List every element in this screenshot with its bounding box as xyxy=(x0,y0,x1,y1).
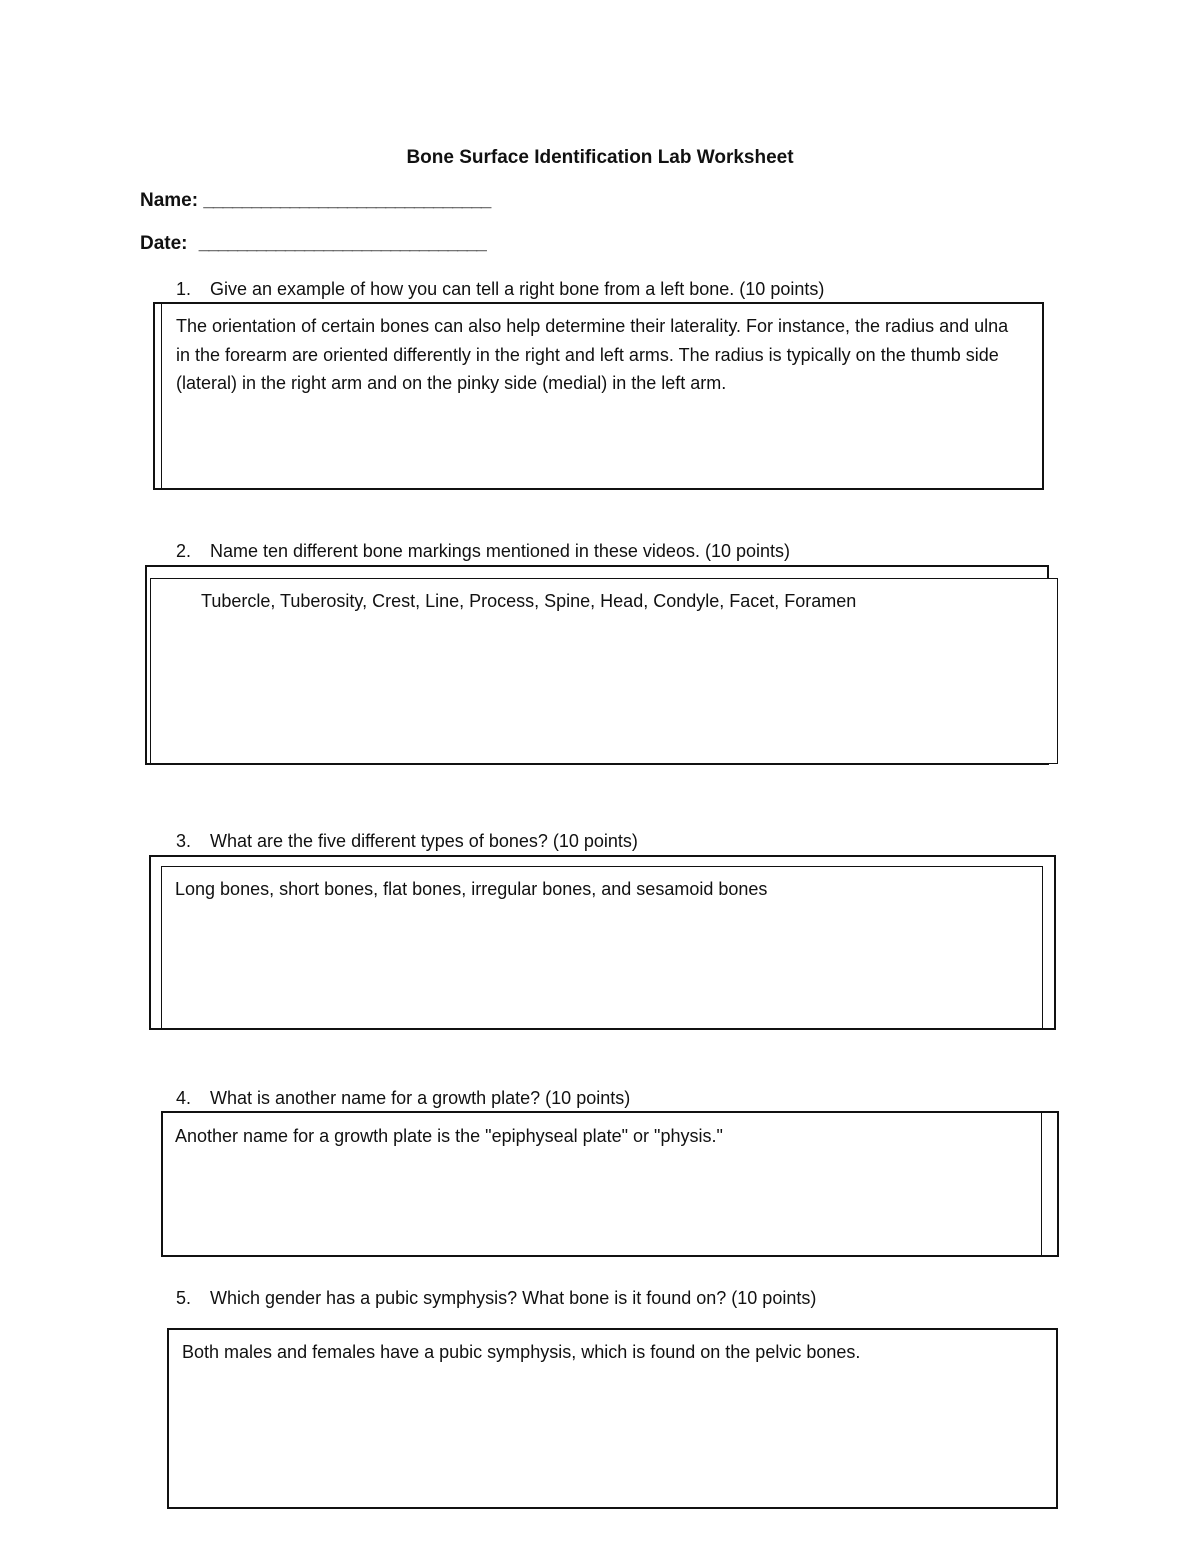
worksheet-title: Bone Surface Identification Lab Worksheet xyxy=(406,147,794,168)
question-1-number: 1. xyxy=(176,279,192,299)
question-5 xyxy=(176,1288,816,1309)
name-line: ______________________________ xyxy=(203,190,491,211)
answer-3-text: Long bones, short bones, flat bones, irregular bones, and sesamoid bones xyxy=(175,879,768,899)
answer-4-text: Another name for a growth plate is the "epiphyseal plate" or "physis." xyxy=(175,1126,723,1146)
answer-box-1-inner-edge xyxy=(161,304,162,488)
question-1 xyxy=(176,279,824,300)
name-field xyxy=(140,190,490,212)
question-2 xyxy=(176,541,790,562)
answer-1-text: The orientation of certain bones can also help determine their laterality. For instance, the radius and ulna in the forearm are oriented differently in the right and left arms. The radius is typically on the thumb side (lateral) in the right arm and on the pinky side (medial) in the left arm. xyxy=(176,316,1009,393)
date-line: ______________________________ xyxy=(198,233,486,254)
answer-2-text: Tubercle, Tuberosity, Crest, Line, Process, Spine, Head, Condyle, Facet, Foramen xyxy=(201,591,857,611)
name-label: Name: xyxy=(140,190,199,211)
question-5-text: Which gender has a pubic symphysis? What bone is it found on? (10 points) xyxy=(210,1288,817,1308)
question-2-text: Name ten different bone markings mentioned in these videos. (10 points) xyxy=(210,541,790,561)
question-3 xyxy=(176,831,638,852)
question-3-number: 3. xyxy=(176,831,192,851)
answer-box-4-inner-edge xyxy=(1041,1113,1042,1255)
question-3-text: What are the five different types of bones? (10 points) xyxy=(210,831,638,851)
question-4-text: What is another name for a growth plate? (10 points) xyxy=(210,1088,631,1108)
question-2-number: 2. xyxy=(176,541,192,561)
answer-5-text: Both males and females have a pubic symphysis, which is found on the pelvic bones. xyxy=(182,1342,861,1362)
question-5-number: 5. xyxy=(176,1288,192,1308)
date-field xyxy=(140,233,486,255)
question-4-number: 4. xyxy=(176,1088,192,1108)
question-1-text: Give an example of how you can tell a right bone from a left bone. (10 points) xyxy=(210,279,825,299)
question-4 xyxy=(176,1088,630,1109)
date-label: Date: xyxy=(140,233,188,254)
